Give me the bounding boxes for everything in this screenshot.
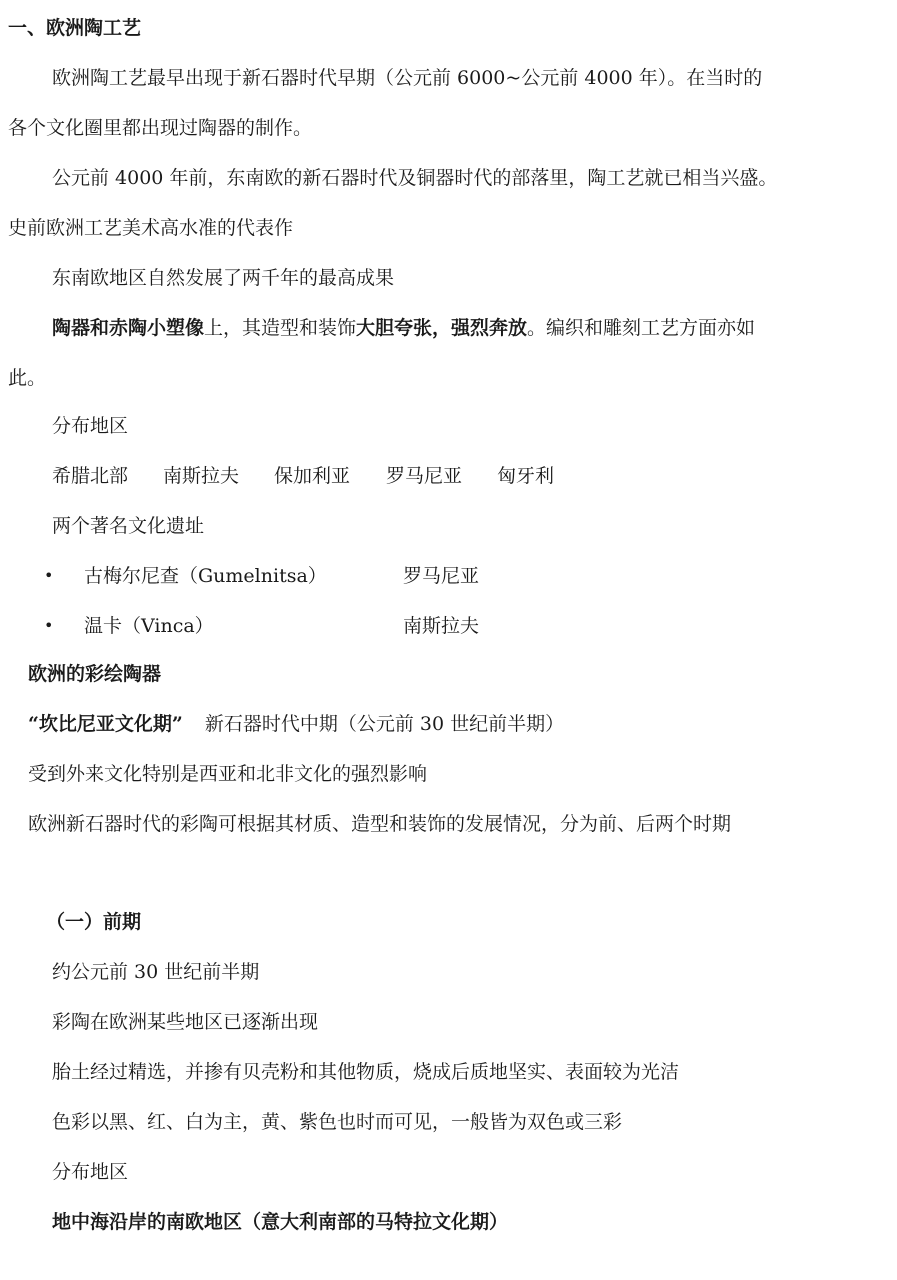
periods-intro: 欧洲新石器时代的彩陶可根据其材质、造型和装饰的发展情况，分为前、后两个时期 bbox=[28, 813, 732, 835]
region-item: 匈牙利 bbox=[497, 465, 555, 487]
paragraph-4-line-2: 此。 bbox=[8, 367, 47, 389]
bold-phrase-pottery: 陶器和赤陶小塑像 bbox=[52, 317, 205, 339]
paragraph-4-text-1: 上，其造型和装饰 bbox=[204, 317, 357, 339]
cambia-period-name: “坎比尼亚文化期” bbox=[28, 713, 183, 735]
cambia-period-date: 新石器时代中期（公元前 30 世纪前半期） bbox=[204, 713, 565, 735]
paragraph-2-line-2: 史前欧洲工艺美术高水准的代表作 bbox=[8, 217, 294, 239]
early-region-bold: 地中海沿岸的南欧地区（意大利南部的马特拉文化期） bbox=[52, 1211, 509, 1233]
section-heading: 一、欧洲陶工艺 bbox=[8, 17, 142, 39]
site-country: 南斯拉夫 bbox=[403, 615, 480, 637]
early-item: 胎土经过精选，并掺有贝壳粉和其他物质，烧成后质地坚实、表面较为光洁 bbox=[52, 1061, 680, 1083]
sites-label: 两个著名文化遗址 bbox=[52, 515, 205, 537]
site-country: 罗马尼亚 bbox=[403, 565, 480, 587]
site-name: 古梅尔尼查（Gumelnitsa） bbox=[84, 565, 327, 587]
bullet-icon: • bbox=[44, 616, 54, 635]
paragraph-1-line-2: 各个文化圈里都出现过陶器的制作。 bbox=[8, 117, 313, 139]
paragraph-4-line-1 bbox=[52, 314, 755, 342]
subsection-heading: 欧洲的彩绘陶器 bbox=[28, 663, 162, 685]
region-item: 罗马尼亚 bbox=[386, 465, 463, 487]
site-name: 温卡（Vinca） bbox=[84, 615, 214, 637]
region-item: 南斯拉夫 bbox=[163, 465, 240, 487]
region-item: 希腊北部 bbox=[52, 465, 129, 487]
paragraph-4-text-2: 。编织和雕刻工艺方面亦如 bbox=[527, 317, 756, 339]
early-item: 彩陶在欧洲某些地区已逐渐出现 bbox=[52, 1011, 319, 1033]
early-item: 约公元前 30 世纪前半期 bbox=[52, 961, 260, 983]
paragraph-2-line-1: 公元前 4000 年前，东南欧的新石器时代及铜器时代的部落里，陶工艺就已相当兴盛。 bbox=[52, 167, 778, 189]
early-item: 分布地区 bbox=[52, 1161, 129, 1183]
influence-line: 受到外来文化特别是西亚和北非文化的强烈影响 bbox=[28, 763, 428, 785]
cambia-line bbox=[28, 710, 564, 738]
region-item: 保加利亚 bbox=[274, 465, 351, 487]
paragraph-1-line-1: 欧洲陶工艺最早出现于新石器时代早期（公元前 6000~公元前 4000 年）。在当时的 bbox=[52, 67, 763, 89]
early-item: 色彩以黑、红、白为主，黄、紫色也时而可见，一般皆为双色或三彩 bbox=[52, 1111, 623, 1133]
paragraph-3: 东南欧地区自然发展了两千年的最高成果 bbox=[52, 267, 395, 289]
early-period-heading: （一）前期 bbox=[46, 911, 142, 933]
distribution-label: 分布地区 bbox=[52, 415, 129, 437]
bullet-icon: • bbox=[44, 566, 54, 585]
bold-phrase-bold-style: 大胆夸张，强烈奔放 bbox=[356, 317, 528, 339]
